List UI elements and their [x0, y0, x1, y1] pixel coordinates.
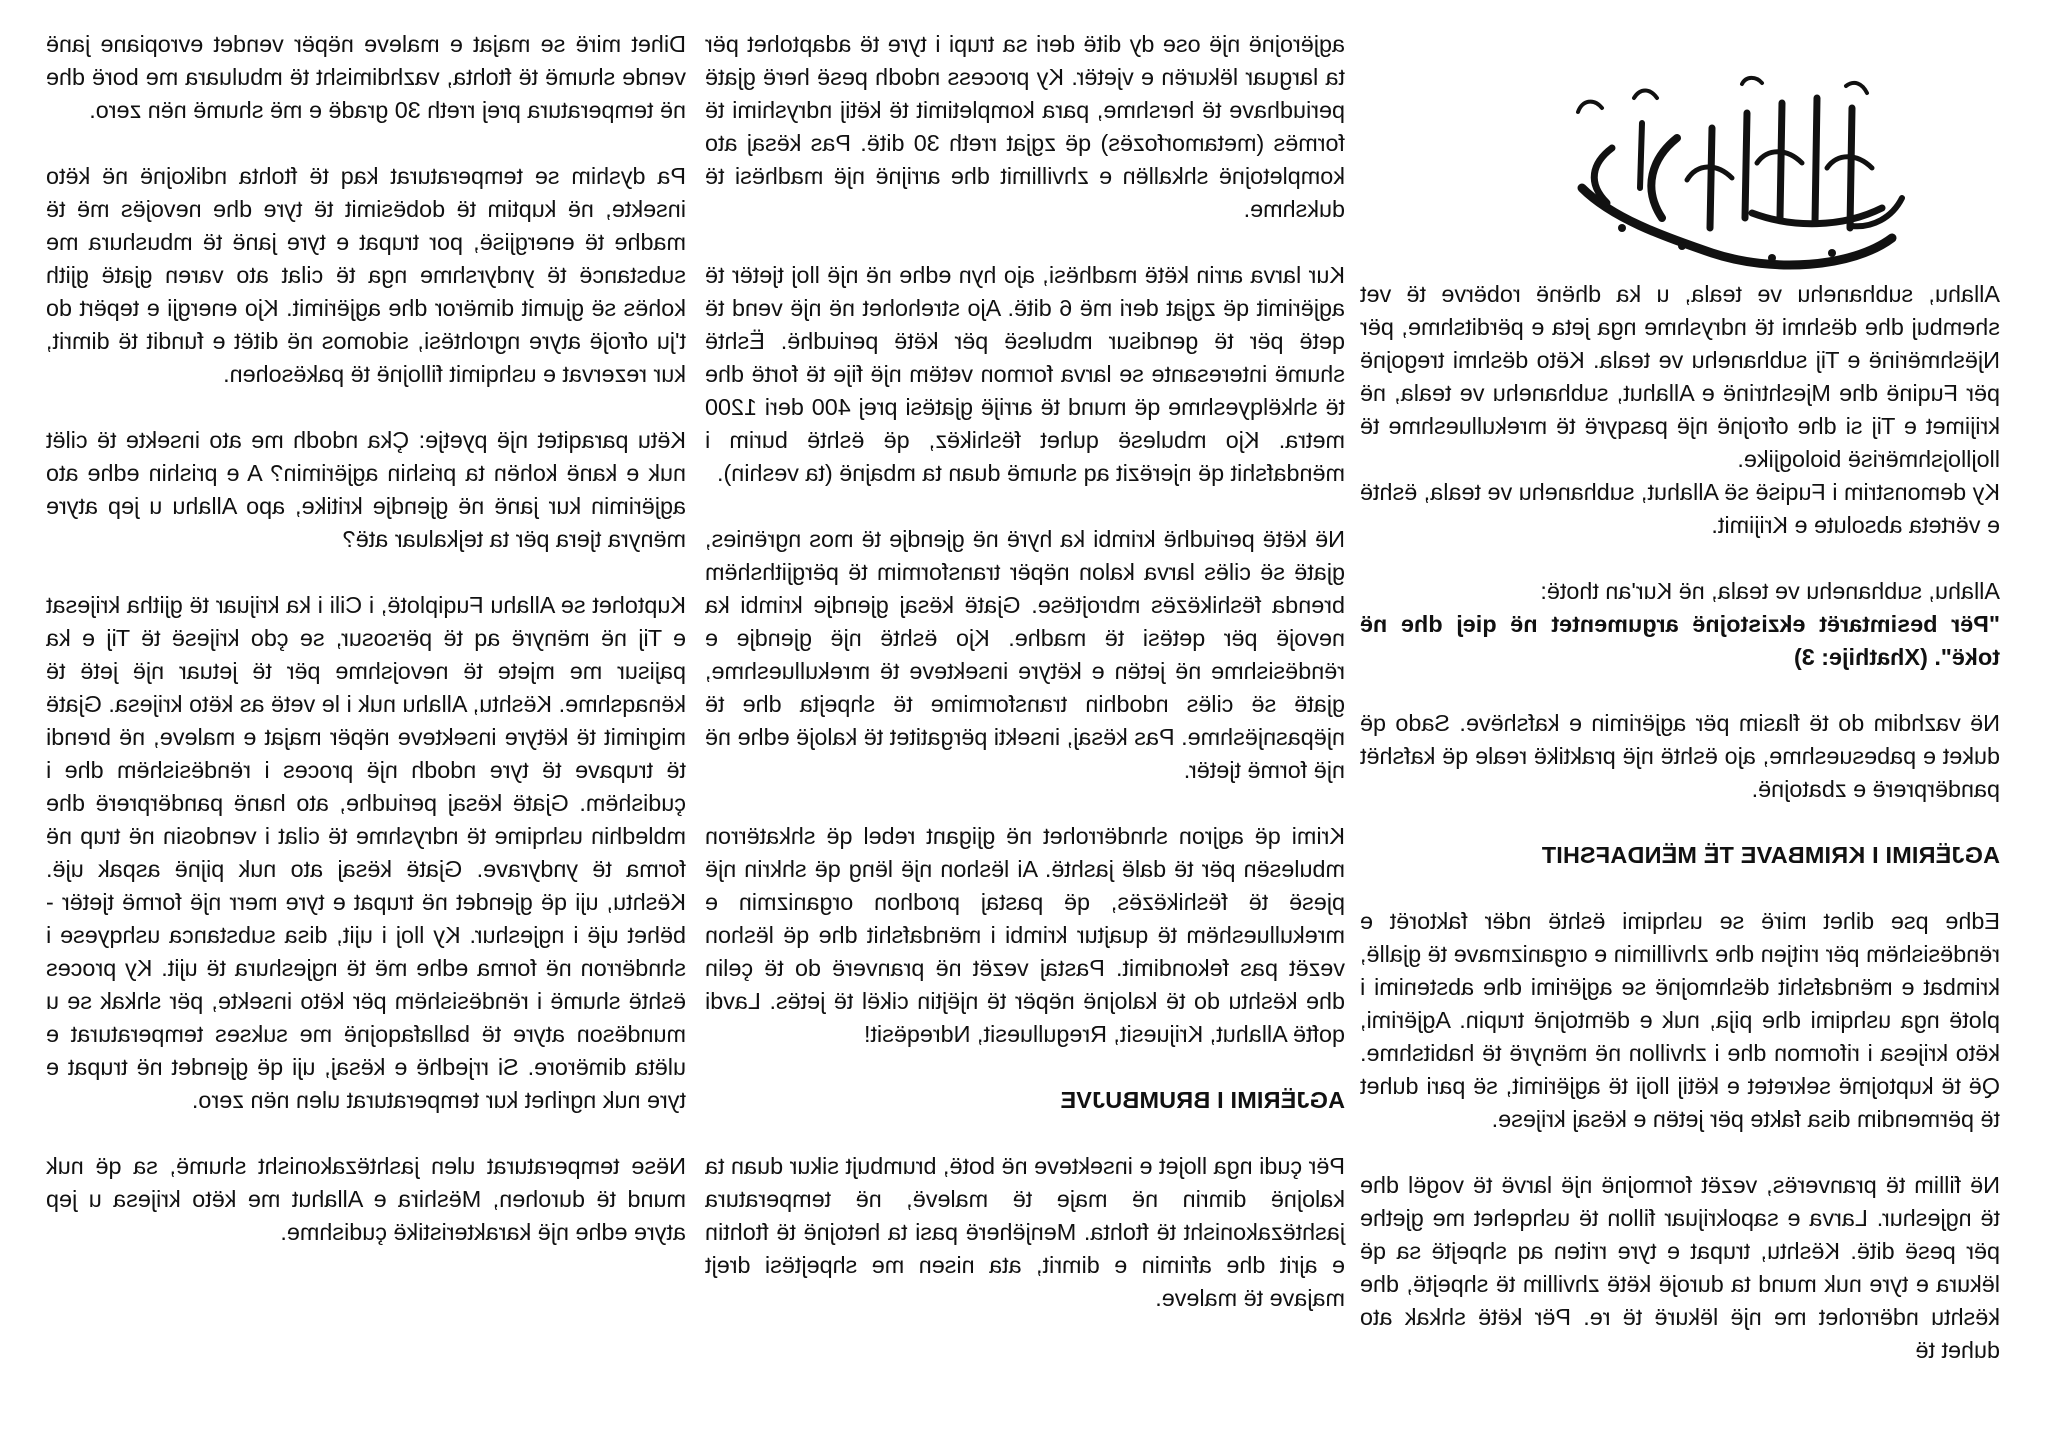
column-right	[46, 28, 686, 1282]
paragraph: Kur larva arrin këtë madhësi, ajo hyn edhe në një lloj tjetër të agjërimit që zgjat deri më 6 ditë. Ajo strehohet në një vend të qetë për të gendisur mbulesë për këtë periudhë. Është shumë interesante se larva formon vetëm një fije të fortë dhe të shkëlqyeshme që mund të arrijë gjatësi prej 400 deri 1200 metra. Kjo mbulesë quhet fëshikëz, që është burim i mëndafshit që njerëzit aq shumë duan ta mbajnë (ta veshin).	[705, 262, 1345, 486]
column-introduction	[1360, 28, 2000, 1400]
paragraph: Edhe pse dihet mirë se ushqimi është ndër faktorët e rëndësishëm për rritjen dhe zhvillimin e organizmave të gjallë, krimbat e mëndafshit dëshmojnë se agjërimi dhe abstenimi i plotë nga ushqimi dhe pija, nuk e dëmtojnë trupin. Agjërimi, këto krijesa i riformon dhe i zhvillon në mënyrë të habitshme. Që të kuptojmë sekretet e këtij lloji të agjërimit, së pari duhet të përmendim disa fakte për jetën e kësaj krijese.	[1360, 908, 2000, 1132]
arabic-calligraphy-emblem-icon	[1566, 68, 1912, 278]
paragraph: agjërojnë një ose dy ditë deri sa trupi i tyre të adaptohet për ta larguar lëkurën e vjetër. Ky process ndodh pesë herë gjatë periudhave të hershme, para kompletimit të këtij ndryshimi të formës (metamorfozës) që zgjat rreth 30 ditë. Pas kësaj ato kompletojnë shkallën e zhvillimit dhe arrijnë një madhësi të dukshme.	[705, 31, 1345, 222]
paragraph: Në fillim të pranverës, vezët formojnë një larvë të vogël dhe të ngjeshur. Larva e sapokrijuar fillon të ushqehet me gjethe për pesë ditë. Kështu, trupat e tyre rriten aq shpejtë sa që lëkura e tyre nuk mund ta durojë këtë zhvillim të shpejtë, dhe kështu ndërrohet me një lëkurë të re. Për këtë shkak ato duhet të	[1360, 1172, 2000, 1363]
intro-paragraph: Allahu, subhanehu ve teala, u ka dhënë robërve të vet shembuj dhe dëshmi të ndryshme nga jeta e përditshme, për Njëshmërinë e Tij subhanehu ve teala. Këto dëshmi tregojnë për Fuqinë dhe Mjeshtrinë e Allahut, subhanehu ve teala, në krijimet e Tij si dhe ofrojnë një pasqyrë të mrekullueshme të llojllojshmërisë biologjike.	[1360, 281, 2000, 472]
quran-quote: "Për besimtarët ekzistojnë argumentet në qiej dhe në tokë". (Xhathije: 3)	[1360, 611, 2000, 670]
paragraph: Në vazhdim do të flasim për agjërimin e kafshëve. Sado që duket e pabesueshme, ajo është një praktikë reale që kafshët pandërprerë e zbatojnë.	[1360, 710, 2000, 802]
paragraph: Për çudi nga llojet e insekteve në botë, brumbujt sikur duan ta kalojnë dimrin në maje të malevë, në temperatura jashtëzakonisht të ftohta. Menjëherë pasi ta hetojnë të ftohtin e ajrit dhe afrimin e dimrit, ata nisen me shpejtësi drejt majave të maleve.	[705, 1153, 1345, 1311]
quote-intro: Allahu, subhanehu ve teala, në Kur'an thotë:	[1540, 578, 2000, 604]
paragraph: Në këtë periudhë krimbi ka hyrë në gjendje të mos ngrënies, gjatë së cilës larva kalon nëpër transformim të përgjithshëm brenda fëshikëzës mbrojtëse. Gjatë kësaj gjendje krimbi ka nevojë për qetësi të madhe. Kjo është një gjendje e rëndësishme në jetën e këtyre insekteve të mrekullueshme, gjatë së cilës ndodhin transformime të shpejta dhe të njëpasnjëshme. Pas kësaj, insekti përgatitet të kalojë edhe në një formë tjetër.	[705, 526, 1345, 783]
paragraph: Pa dyshim se temperaturat kaq të ftohta ndikojnë në këto insekte, në kuptim të dobësimit të tyre dhe nevojës më të madhe të energjisë, por trupat e tyre janë të mbushura me substancë të yndyrshme nga të cilat ato varen gjatë gjith kohës së gjumit dimëror dhe agjërimit. Kjo energji e tepërt do t'ju ofrojë atyre ngrohtësi, sidomos në ditët e fundit të dimrit, kur rezervat e ushqimit fillojnë të pakësohen.	[46, 163, 686, 387]
calligraphy-area	[1360, 28, 2000, 278]
paragraph: Dihet mirë se majat e maleve nëpër vendet evropiane janë vende shumë të ftohta, vazhdimisht të mbuluara me borë dhe në temperatura prej rreth 30 gradë e më shumë nën zero.	[46, 31, 686, 123]
intro-paragraph-2: Ky demonstrim i Fuqisë së Allahut, subhanehu ve teala, është e vërteta absolute e Krijimit.	[1360, 479, 2000, 538]
paragraph: Nëse temperaturat ulen jashtëzakonisht shumë, sa që nuk mund të durohen, Mëshira e Allahut me këto krijesa u jep atyre edhe një karakteristikë çudishme.	[46, 1153, 686, 1245]
paragraph: Kuptohet se Allahu Fuqiplotë, i Cili i ka krijuar të gjitha krijesat e Tij në mënyrë aq të përsosur, se çdo krijesë të Tij e ka pajisur me mjete të nevojshme për të jetuar një jetë të kënaqshme. Kështu, Allahu nuk i le vetë as këto krijesa. Gjatë migrimit të këtyre insekteve nëpër majat e maleve, në brendi të trupave të tyre ndodh një proces i rëndësishëm dhe i çudishëm. Gjatë kësaj periudhe, ato hanë pandërprerë dhe mbledhin ushqime të ndryshme të cilat i vendosin në trup në forma të yndyrave. Gjatë kësaj ato nuk pijnë aspak ujë. Kështu, uji që gjendet në trupat e tyre merr një formë tjetër - bëhet ujë i ngjeshur. Ky lloj i ujit, disa substanca ushqyese i shndërron në forma edhe më të ngjeshura të ujit. Ky proces është shumë i rëndësishëm për këto insekte, për shkak se u mundëson atyre të ballafaqojnë me sukses temperaturat e ulëta dimërore. Si rrjedhë e kësaj, uji që gjendet në trupat e tyre nuk ngrihet kur temperaturat ulen nën zero.	[46, 592, 686, 1113]
section-heading-silkworms: AGJËRIMI I KRIMBAVE TË MËNDAFSHIT	[1541, 842, 2000, 868]
section-heading-beetles: AGJËRIMI I BRUMBUJVE	[1060, 1087, 1345, 1113]
paragraph: Këtu paraqitet një pyetje: Çka ndodh me ato insekte të cilët nuk e kanë kohën ta prishin agjërimin? A e prishin edhe ato agjërimin kur janë në gjendje kritike, apo Allahu u jep atyre mënyra tjera për ta tejkaluar atë?	[46, 427, 686, 552]
paragraph: Krimi që agjron shndërrohet në gjigant rebel që shkatërron mbulesën për të dalë jashtë. Ai lëshon një lëng që shkrin një pjesë të fëshikëzës, që pastaj prodhon organizmin e mrekullueshëm të quajtur krimbi i mëndafshit dhe që lëshon vezët pas fekondimit. Pastaj vezët në pranverë do të çelin dhe kështu do të kalojnë nëpër të njëjtin cikël të jetës. Lavdi qoftë Allahut, Krijuesit, Rregulluesit, Ndreqësit!	[705, 823, 1345, 1047]
column-middle	[705, 28, 1345, 1348]
